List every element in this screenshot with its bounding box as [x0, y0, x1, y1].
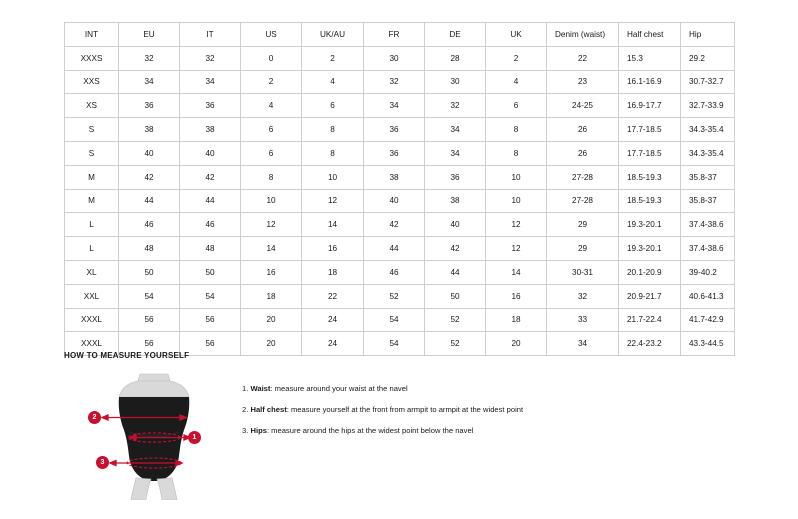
cell-fr: 44 [364, 237, 425, 261]
cell-hip: 35.8-37 [681, 189, 735, 213]
cell-eu: 56 [119, 332, 180, 356]
column-header-it: IT [180, 23, 241, 47]
cell-half-chest: 17.7-18.5 [619, 141, 681, 165]
step-term-waist: Waist [250, 384, 271, 393]
cell-int: XXXL [65, 332, 119, 356]
cell-fr: 42 [364, 213, 425, 237]
cell-uk: 18 [486, 308, 547, 332]
cell-it: 50 [180, 260, 241, 284]
how-to-measure-section [64, 351, 734, 500]
column-header-int: INT [65, 23, 119, 47]
cell-uk: 8 [486, 118, 547, 142]
cell-int: L [65, 213, 119, 237]
cell-half-chest: 18.5-19.3 [619, 189, 681, 213]
step-term-hips: Hips [250, 426, 267, 436]
step-text-hips: : measure around the hips at the widest point below the navel [266, 426, 474, 436]
cell-us: 0 [241, 46, 302, 70]
column-header-hip: Hip [681, 23, 735, 47]
cell-int: M [65, 165, 119, 189]
cell-uk-au: 12 [302, 189, 364, 213]
cell-de: 44 [425, 260, 486, 284]
cell-int: S [65, 141, 119, 165]
cell-it: 56 [180, 332, 241, 356]
cell-eu: 38 [119, 118, 180, 142]
cell-us: 18 [241, 284, 302, 308]
cell-it: 36 [180, 94, 241, 118]
cell-half-chest: 17.7-18.5 [619, 118, 681, 142]
cell-de: 34 [425, 141, 486, 165]
cell-it: 48 [180, 237, 241, 261]
cell-eu: 48 [119, 237, 180, 261]
cell-denim-waist: 32 [547, 284, 619, 308]
size-chart-table [64, 22, 735, 356]
cell-fr: 36 [364, 141, 425, 165]
cell-uk: 6 [486, 94, 547, 118]
cell-eu: 50 [119, 260, 180, 284]
cell-it: 38 [180, 118, 241, 142]
table-row [65, 141, 735, 165]
measurement-steps [242, 370, 523, 447]
step-text-waist: : measure around your waist at the navel [270, 384, 408, 393]
cell-half-chest: 21.7-22.4 [619, 308, 681, 332]
cell-us: 12 [241, 213, 302, 237]
cell-denim-waist: 33 [547, 308, 619, 332]
cell-half-chest: 20.9-21.7 [619, 284, 681, 308]
cell-half-chest: 20.1-20.9 [619, 260, 681, 284]
cell-uk-au: 8 [302, 118, 364, 142]
cell-hip: 34.3-35.4 [681, 141, 735, 165]
table-row [65, 237, 735, 261]
cell-uk: 16 [486, 284, 547, 308]
measurement-step-waist [242, 384, 523, 393]
step-text-half-chest: : measure yourself at the front from armpit to armpit at the widest point [286, 405, 524, 415]
measurement-step-hips [242, 426, 523, 435]
cell-hip: 37.4-38.6 [681, 213, 735, 237]
table-row [65, 213, 735, 237]
cell-hip: 37.4-38.6 [681, 237, 735, 261]
column-header-denim-waist: Denim (waist) [547, 23, 619, 47]
cell-fr: 46 [364, 260, 425, 284]
cell-eu: 40 [119, 141, 180, 165]
cell-hip: 40.6-41.3 [681, 284, 735, 308]
cell-hip: 30.7-32.7 [681, 70, 735, 94]
table-row [65, 94, 735, 118]
cell-fr: 54 [364, 332, 425, 356]
cell-half-chest: 19.3-20.1 [619, 237, 681, 261]
cell-denim-waist: 27-28 [547, 189, 619, 213]
cell-denim-waist: 26 [547, 141, 619, 165]
cell-int: M [65, 189, 119, 213]
cell-us: 4 [241, 94, 302, 118]
cell-denim-waist: 27-28 [547, 165, 619, 189]
measurement-figure [94, 370, 214, 500]
measurement-step-half-chest [242, 405, 523, 414]
cell-eu: 36 [119, 94, 180, 118]
cell-de: 50 [425, 284, 486, 308]
cell-it: 42 [180, 165, 241, 189]
cell-half-chest: 15.3 [619, 46, 681, 70]
table-row [65, 189, 735, 213]
cell-uk: 12 [486, 237, 547, 261]
measurement-badge-1: 1 [188, 431, 201, 444]
cell-hip: 43.3-44.5 [681, 332, 735, 356]
cell-half-chest: 22.4-23.2 [619, 332, 681, 356]
cell-uk-au: 10 [302, 165, 364, 189]
cell-uk-au: 4 [302, 70, 364, 94]
cell-us: 20 [241, 332, 302, 356]
cell-it: 34 [180, 70, 241, 94]
cell-uk: 2 [486, 46, 547, 70]
cell-de: 52 [425, 332, 486, 356]
cell-eu: 42 [119, 165, 180, 189]
cell-eu: 32 [119, 46, 180, 70]
cell-fr: 54 [364, 308, 425, 332]
cell-it: 40 [180, 141, 241, 165]
how-to-measure-body [64, 370, 734, 500]
cell-us: 20 [241, 308, 302, 332]
how-to-measure-title: HOW TO MEASURE YOURSELF [64, 351, 190, 360]
cell-de: 38 [425, 189, 486, 213]
table-row [65, 165, 735, 189]
cell-it: 32 [180, 46, 241, 70]
cell-denim-waist: 24-25 [547, 94, 619, 118]
cell-uk-au: 24 [302, 308, 364, 332]
cell-uk-au: 24 [302, 332, 364, 356]
cell-int: XXXS [65, 46, 119, 70]
cell-denim-waist: 34 [547, 332, 619, 356]
table-header-row [65, 23, 735, 47]
cell-hip: 35.8-37 [681, 165, 735, 189]
cell-half-chest: 18.5-19.3 [619, 165, 681, 189]
cell-half-chest: 16.9-17.7 [619, 94, 681, 118]
column-header-uk: UK [486, 23, 547, 47]
table-row [65, 70, 735, 94]
cell-uk: 4 [486, 70, 547, 94]
cell-hip: 29.2 [681, 46, 735, 70]
cell-de: 34 [425, 118, 486, 142]
cell-uk: 12 [486, 213, 547, 237]
cell-us: 10 [241, 189, 302, 213]
cell-eu: 34 [119, 70, 180, 94]
cell-int: XXS [65, 70, 119, 94]
table-header [65, 23, 735, 47]
table-row [65, 260, 735, 284]
column-header-uk-au: UK/AU [302, 23, 364, 47]
cell-int: S [65, 118, 119, 142]
cell-it: 44 [180, 189, 241, 213]
step-number-1: 1. [242, 384, 249, 393]
cell-hip: 41.7-42.9 [681, 308, 735, 332]
cell-de: 52 [425, 308, 486, 332]
cell-fr: 36 [364, 118, 425, 142]
cell-fr: 38 [364, 165, 425, 189]
cell-uk-au: 18 [302, 260, 364, 284]
cell-fr: 32 [364, 70, 425, 94]
cell-eu: 54 [119, 284, 180, 308]
cell-hip: 39-40.2 [681, 260, 735, 284]
cell-uk-au: 16 [302, 237, 364, 261]
column-header-us: US [241, 23, 302, 47]
cell-us: 2 [241, 70, 302, 94]
cell-de: 32 [425, 94, 486, 118]
cell-fr: 34 [364, 94, 425, 118]
cell-uk-au: 6 [302, 94, 364, 118]
cell-uk: 10 [486, 189, 547, 213]
cell-de: 36 [425, 165, 486, 189]
cell-de: 40 [425, 213, 486, 237]
cell-denim-waist: 23 [547, 70, 619, 94]
table-row [65, 118, 735, 142]
measurement-badge-2: 2 [88, 411, 101, 424]
cell-half-chest: 19.3-20.1 [619, 213, 681, 237]
size-chart-table-container [64, 22, 734, 356]
cell-int: XXL [65, 284, 119, 308]
step-term-half-chest: Half chest [250, 405, 287, 415]
cell-denim-waist: 26 [547, 118, 619, 142]
cell-hip: 32.7-33.9 [681, 94, 735, 118]
cell-it: 46 [180, 213, 241, 237]
cell-fr: 30 [364, 46, 425, 70]
cell-int: XXXL [65, 308, 119, 332]
column-header-de: DE [425, 23, 486, 47]
cell-uk-au: 8 [302, 141, 364, 165]
table-body [65, 46, 735, 355]
cell-it: 54 [180, 284, 241, 308]
cell-uk: 8 [486, 141, 547, 165]
cell-us: 14 [241, 237, 302, 261]
cell-int: L [65, 237, 119, 261]
measurement-badge-3: 3 [96, 456, 109, 469]
step-number-3: 3. [242, 426, 249, 436]
cell-us: 16 [241, 260, 302, 284]
cell-denim-waist: 29 [547, 213, 619, 237]
cell-eu: 56 [119, 308, 180, 332]
cell-denim-waist: 30-31 [547, 260, 619, 284]
column-header-eu: EU [119, 23, 180, 47]
column-header-half-chest: Half chest [619, 23, 681, 47]
cell-hip: 34.3-35.4 [681, 118, 735, 142]
cell-us: 6 [241, 118, 302, 142]
cell-de: 30 [425, 70, 486, 94]
step-number-2: 2. [242, 405, 249, 415]
cell-uk: 20 [486, 332, 547, 356]
cell-denim-waist: 22 [547, 46, 619, 70]
cell-us: 8 [241, 165, 302, 189]
table-row [65, 308, 735, 332]
cell-denim-waist: 29 [547, 237, 619, 261]
cell-fr: 52 [364, 284, 425, 308]
cell-uk: 14 [486, 260, 547, 284]
cell-us: 6 [241, 141, 302, 165]
cell-uk-au: 22 [302, 284, 364, 308]
table-row [65, 46, 735, 70]
table-row [65, 284, 735, 308]
cell-uk-au: 14 [302, 213, 364, 237]
cell-eu: 44 [119, 189, 180, 213]
cell-int: XL [65, 260, 119, 284]
column-header-fr: FR [364, 23, 425, 47]
cell-eu: 46 [119, 213, 180, 237]
cell-it: 56 [180, 308, 241, 332]
cell-int: XS [65, 94, 119, 118]
cell-uk: 10 [486, 165, 547, 189]
cell-fr: 40 [364, 189, 425, 213]
cell-half-chest: 16.1-16.9 [619, 70, 681, 94]
cell-uk-au: 2 [302, 46, 364, 70]
cell-de: 28 [425, 46, 486, 70]
cell-de: 42 [425, 237, 486, 261]
